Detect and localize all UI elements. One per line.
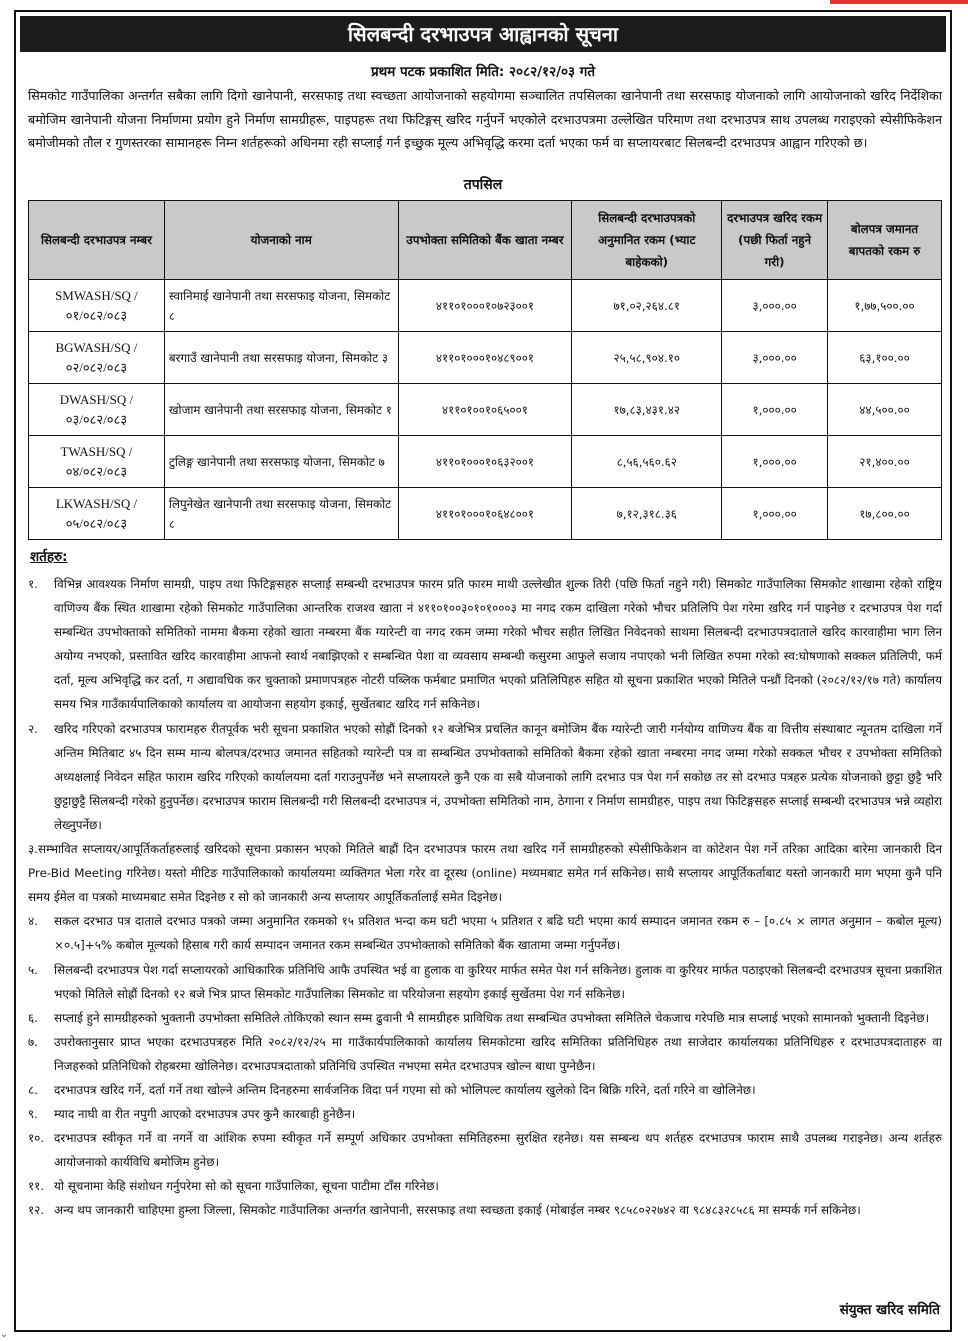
condition-number: २. [28,721,38,736]
publish-date: प्रथम पटक प्रकाशित मिति: २०८२/१२/०३ गते [370,64,596,80]
condition-number: ६. [28,1010,38,1025]
security-cell: १,७७,५००.०० [828,280,942,332]
table-row [29,384,942,436]
condition-text: उपरोक्तानुसार प्राप्त भएका दरभाउपत्रहरु मिति २०८२/१२/२५ मा गाउँकार्यपालिकाको कार्यालय सिमकोटमा खरिद समितिका प्रतिनिधिहरु तथा साजेदार कार्यालयका प्रतिनिधिहरु र दरभाउपत्रदाताहरु वा निजहरुको प्रतिनिधिको रोहबरमा खोलिनेछ। दरभाउपत्रदाताको प्रतिनिधि उपस्थित नभएमा समेत दरभाउपत्र खोल्न बाधा पुग्नेछैन। [54,1034,942,1073]
fee-cell: १,०००.०० [722,488,828,540]
project-name-cell: टुलिङ्ग खानेपानी तथा सरसफाइ योजना, सिमकोट ७ [164,436,398,488]
fee-cell: ३,०००.०० [722,332,828,384]
security-cell: ६३,१००.०० [828,332,942,384]
bid-number-cell: LKWASH/SQ /०५/०८२/०८३ [29,488,165,540]
project-name-cell: लिपुनेखेत खानेपानी तथा सरसफाइ योजना, सिमकोट ८ [164,488,398,540]
table-label: तपसिल [463,177,503,193]
condition-number: ११. [28,1179,45,1194]
condition-text: दरभाउपत्र खरिद गर्ने, दर्ता गर्ने तथा खोल्ने अन्तिम दिनहरुमा सार्वजनिक विदा पर्न गएमा सो को भोलिपल्ट कार्यालय खुलेको दिन बिक्रि गरिने, दर्ता गरिने वा खोलिनेछ। [54,1082,756,1097]
condition-number: ८. [28,1082,38,1097]
conditions-list [28,572,942,1223]
condition-item [28,572,942,717]
bid-number-cell: TWASH/SQ /०४/०८२/०८३ [29,436,165,488]
project-name-cell: स्वानिमाई खानेपानी तथा सरसफाइ योजना, सिमकोट ८ [164,280,398,332]
account-number-cell: ४११०१०००१०६३२००१ [398,436,572,488]
condition-number: १२. [28,1203,45,1218]
condition-number: ७. [28,1034,38,1049]
condition-text: सप्लाई हुने सामग्रीहरुको भुक्तानी उपभोक्ता समितिले तोकिएको स्थान सम्म ढुवानी भै सामग्रीहरु प्राविधिक तथा सम्बन्धित उपभोक्ता समितिले चेकजाच गरेपछि मात्र सप्लाई भएको सामानको भुक्तानी दिइनेछ। [54,1010,930,1025]
project-name-cell: बरगाउँ खानेपानी तथा सरसफाइ योजना, सिमकोट ३ [164,332,398,384]
condition-item [28,1030,942,1078]
account-number-cell: ४११०१००१०६५००१ [398,384,572,436]
condition-item [28,909,942,957]
condition-item [28,1174,942,1198]
condition-number: ५. [28,962,38,977]
condition-item [28,1006,942,1030]
condition-item [28,1078,942,1102]
condition-item [28,1102,942,1126]
table-row [29,488,942,540]
condition-item [28,837,942,909]
account-number-cell: ४११०१०००१०७२३००१ [398,280,572,332]
condition-text: म्याद नाघी वा रीत नपुगी आएको दरभाउपत्र उपर कुनै कारबाही हुनेछैन। [54,1107,356,1122]
estimate-cell: ७१,०२,२६४.८१ [572,280,722,332]
header-cell: उपभोक्ता समितिको बैंक खाता नम्बर [398,201,572,280]
corner-mark-icon: ⌄ [0,1329,9,1340]
condition-text: खरिद गरिएको दरभाउपत्र फारामहरु रीतपूर्वक भरी सूचना प्रकाशित भएको सोह्रौं दिनको १२ बजेभित्र प्रचलित कानून बमोजिम बैंक ग्यारेन्टी जारी गर्नयोग्य वाणिज्य बैंक वा वित्तीय संस्थाबाट न्यूनतम दाखिला गर्ने अन्तिम मितिबाट ४५ दिन सम्म मान्य बोलपत्र/दरभाउ जमानत सहितको ग्यारेन्टी पत्र वा सम्बन्धित उपभोक्ताको समितिको बैकमा रहेको खाता नम्बरमा नगद जम्मा गरेको सक्कल भौचर र उपभोक्ता समितिको अध्यक्षलाई निवेदन सहित फाराम खरिद गरिएको कार्यालयमा दर्ता गराउनुपर्नेछ भने सप्लायरले कुनै एक वा सबै योजनाको लागि दरभाउ पत्र पेश गर्न सकोछ तर सो दरभाउ पत्रहरु प्रत्येक योजनाको छुट्टा छुट्टै भरि छुट्टाछुट्टै सिलबन्दी गरेको हुनुपर्नेछ। दरभाउपत्र फाराम सिलबन्दी गरी सिलबन्दी दरभाउपत्र नं, उपभोक्ता समितिको नाम, ठेगाना र निर्माण सामग्रीहरु, पाइप तथा फिटिङ्गसहरु सप्लाई सम्बन्धी दरभाउपत्र भन्ने व्यहोरा लेख्नुपर्नेछ। [54,721,942,832]
fee-cell: १,०००.०० [722,384,828,436]
table-row [29,436,942,488]
condition-item [28,717,942,837]
conditions-heading: शर्तहरु: [30,549,68,565]
top-accent-line [830,0,968,4]
condition-number: १. [28,577,38,591]
condition-text: विभिन्न आवश्यक निर्माण सामग्री, पाइप तथा फिटिङ्गसहरु सप्लाई सम्बन्धी दरभाउपत्र फारम प्रति फारम माथी उल्लेखीत शुल्क तिरी (पछि फिर्ता नहुने गरी) सिमकोट गाउँपालिका सिमकोट शाखामा रहेको राष्ट्रिय वाणिज्य बैंक स्थित शाखामा रहेको सिमकोट गाउँपालिका आन्तरिक राजश्व खाता नं ४११०१००३०१०१०००३ मा नगद रकम दाखिला गरेको भौचर प्रतिलिपि पेश गरेमा खरिद गर्न पाइनेछ र दरभाउपत्र पेश गर्दा सम्बन्धित उपभोक्ताको समितिको नाममा बैकमा रहेको खाता नम्बरमा बैंक ग्यारेन्टी वा नगद रकम जम्मा गरेको भौचर सहीत लिखित निवेदनको साथमा सिलबन्दी दरभाउपत्रदाताले खरिद कारवाहीमा भाग लिन अयोग्य नभएको, प्रस्तावित खरिद कारवाहीमा आफनो स्वार्थ नबाझिएको र सम्बन्धित पेशा वा व्यवसाय सम्बन्धी कसुरमा आफुले सजाय नपाएको भनी लिखित रुपमा गरेको स्व:घोषणाको सक्कल प्रतिलिपी, फर्म दर्ता, मूल्य अभिवृद्धि कर दर्ता, ग अद्यावधिक कर चुक्ताको प्रमाणपत्रहरु नोटरी पब्लिक फर्मबाट प्रमाणित भएको प्रतिलिपिहरु सहित यो सूचना प्रकाशित भएको मितिले पन्ध्रौं दिनको (२०८२/१२/१७ गते) कार्यालय समय भित्र गाउँकार्यपालिकाको कार्यालय वा आयोजना सहयोग इकाई, सुर्खेतबाट खरिद गर्न सकिनेछ। [54,577,942,712]
condition-text: अन्य थप जानकारी चाहिएमा हुम्ला जिल्ला, सिमकोट गाउँपालिका अन्तर्गत खानेपानी, सरसफाइ तथा स्वच्छता इकाई (मोबाईल नम्बर ९८५८०२२७४२ वा ९८४८३२८५८६ मा सम्पर्क गर्न सकिनेछ। [54,1203,861,1218]
security-cell: ४४,५००.०० [828,384,942,436]
bid-number-cell: DWASH/SQ /०३/०८२/०८३ [29,384,165,436]
estimate-cell: २५,५८,९०४.१० [572,332,722,384]
condition-number: ४. [28,914,38,929]
security-cell: २१,४००.०० [828,436,942,488]
header-cell: बोलपत्र जमानत बापतको रकम रु [828,201,942,280]
condition-text: यो सूचनामा केहि संशोधन गर्नुपरेमा सो को सूचना गाउँपालिका, सूचना पाटीमा टाँस गरिनेछ। [54,1179,439,1194]
schedule-table [28,200,942,540]
bid-number-cell: SMWASH/SQ /०१/०८२/०८३ [29,280,165,332]
account-number-cell: ४११०१०००१०६४८००१ [398,488,572,540]
condition-number: ९. [28,1107,38,1122]
intro-paragraph: सिमकोट गाउँपालिका अन्तर्गत सबैका लागि दिगो खानेपानी, सरसफाइ तथा स्वच्छता आयोजनाको सहयोगमा सञ्चालित तपसिलका खानेपानी तथा सरसफाइ योजनाको लागि आयोजनाको खरिद निर्देशिका बमोजिम खानेपानी योजना निर्माणमा प्रयोग हुने निर्माण सामग्रीहरू, पाइपहरू तथा फिटिङ्गस् खरिद गर्नुपर्ने भएकोले दरभाउपत्रमा उल्लेखित परिमाण तथा दरभाउपत्र साथ उपलब्ध गराइएको स्पेसीफिकेशन बमोजीमको तौल र गुणस्तरका सामानहरू निम्न शर्तहरूको अधिनमा रही सप्लाई गर्न इच्छुक मूल्य अभिवृद्धि करमा दर्ता भएका फर्म वा सप्लायरबाट सिलबन्दी दरभाउपत्र आह्वान गरिएको छ। [28,88,942,150]
table-row [29,280,942,332]
header-cell: सिलबन्दी दरभाउपत्र नम्बर [29,201,165,280]
condition-text: सकल दरभाउ पत्र दाताले दरभाउ पत्रको जम्मा अनुमानित रकमको १५ प्रतिशत भन्दा कम घटी भएमा ५ प्रतिशत र बढि घटी भएमा कार्य सम्पादन जमानत रकम रु – [०.८५ × लागत अनुमान – कबोल मूल्य) ×०.५]+५% कबोल मूल्यको हिसाब गरी कार्य सम्पादन जमानत रकम सम्बन्धित उपभोक्ताको समितिको बैंक खातामा जम्मा गर्नुपर्नेछ। [54,914,942,953]
account-number-cell: ४११०१०००१०४८९००१ [398,332,572,384]
condition-item [28,1126,942,1174]
condition-text: दरभाउपत्र स्वीकृत गर्ने वा नगर्ने वा आंशिक रुपमा स्वीकृत गर्ने सम्पूर्ण अधिकार उपभोक्ता समितिहरुमा सुरक्षित रहनेछ। यस सम्बन्ध थप शर्तहरु दरभाउपत्र फाराम साथै उपलब्ध गराइनेछ। अन्य शर्तहरु आयोजनाको कार्यविधि बमोजिम हुनेछ। [54,1131,942,1170]
estimate-cell: ८,५६,५६०.६२ [572,436,722,488]
condition-item [28,958,942,1006]
fee-cell: ३,०००.०० [722,280,828,332]
estimate-cell: ७,१२,३१८.३६ [572,488,722,540]
condition-text: सिलबन्दी दरभाउपत्र पेश गर्दा सप्लायरको आधिकारिक प्रतिनिधि आफै उपस्थित भई वा हुलाक वा कुरियर मार्फत समेत पेश गर्न सकिनेछ। हुलाक वा कुरियर मार्फत पठाइएको सिलबन्दी दरभाउपत्र सूचना प्रकाशित भएको मितिले सोह्रौं दिनको १२ बजे भित्र प्राप्त सिमकोट गाउँपालिका सिमकोट वा परियोजना सहयोग इकाई सुर्खेतमा पेश गर्न सकिनेछ। [54,962,942,1001]
notice-title: सिलबन्दी दरभाउपत्र आह्वानको सूचना [20,16,946,52]
condition-number: १०. [28,1131,45,1146]
bid-number-cell: BGWASH/SQ /०२/०८२/०८३ [29,332,165,384]
header-cell: दरभाउपत्र खरिद रकम (पछी फिर्ता नहुने गरी) [722,201,828,280]
project-name-cell: खोजाम खानेपानी तथा सरसफाइ योजना, सिमकोट १ [164,384,398,436]
fee-cell: १,०००.०० [722,436,828,488]
estimate-cell: १७,८३,४३१.४२ [572,384,722,436]
signatory: संयुक्त खरिद समिति [839,1302,940,1318]
condition-text: ३.सम्भावित सप्लायर/आपूर्तिकर्ताहरुलाई खरिदको सूचना प्रकासन भएको मितिले बाह्रौं दिन दरभाउपत्र फारम तथा खरिद गर्ने सामग्रीहरुको स्पेसीफिकेशन वा कोटेशन पेश गर्ने तरिका आदिका बारेमा जानकारी दिन Pre-Bid Meeting गरिनेछ। यस्तो मीटिङ गाउँपालिकाको कार्यालयमा व्यक्तिगत भेला गरेर वा दूरस्थ (online) मध्यमबाट समेत गर्न सकिनेछ। साथै सप्लायर आपूर्तिकर्ताबाट यस्तो जानकारी माग भएमा कुनै पनि समय ईमेल वा पत्रको माध्यमबाट समेत दिइनेछ र सो को जानकारी अन्य सप्लायर आपूर्तिकर्तालाई समेत दिइनेछ। [28,842,942,905]
header-cell: योजनाको नाम [164,201,398,280]
table-row [29,332,942,384]
table-header-row [29,201,942,280]
security-cell: १७,८००.०० [828,488,942,540]
condition-item [28,1198,942,1222]
header-cell: सिलबन्दी दरभाउपत्रको अनुमानित रकम (भ्याट बाहेकको) [572,201,722,280]
